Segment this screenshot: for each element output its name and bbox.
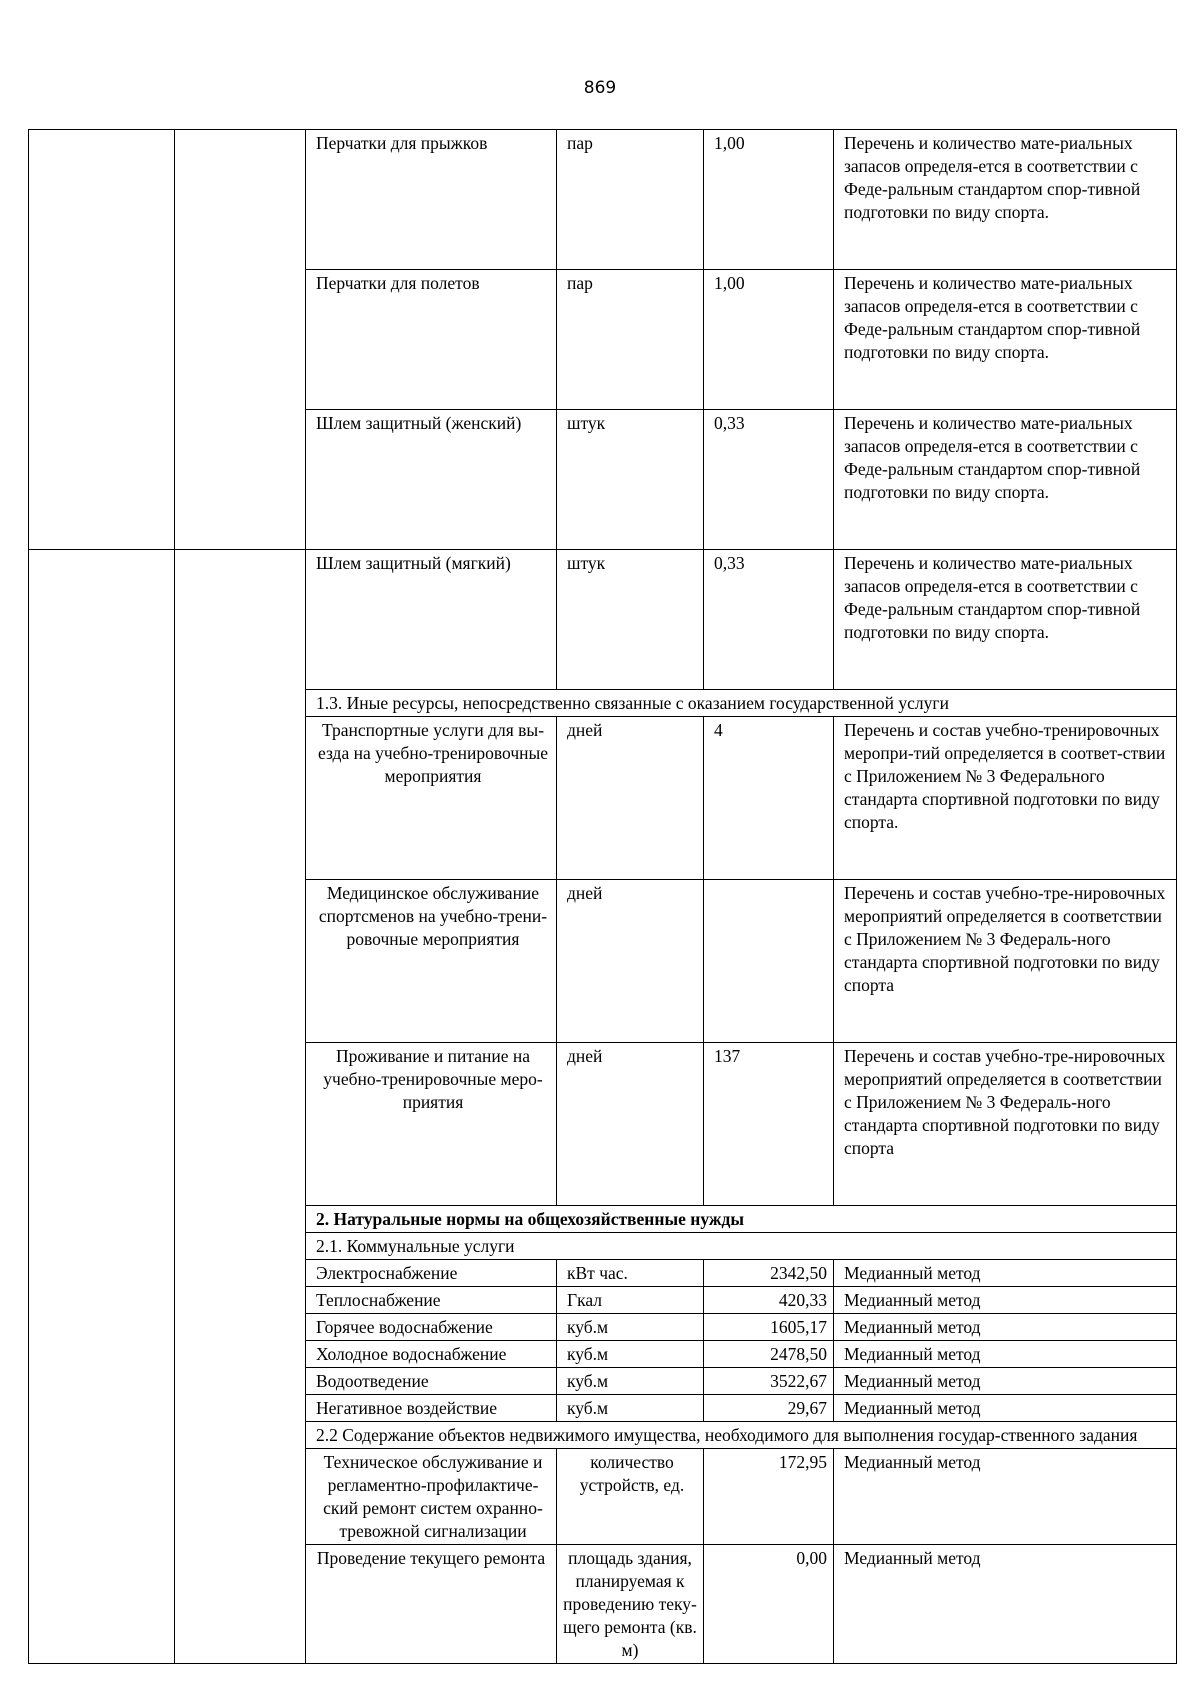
item-note: Перечень и количество мате-риальных запасов определя-ется в соответствии с Феде-ральным стандартом спор-тивной подготовки по виду спорта.: [834, 270, 1177, 410]
item-value: 1,00: [704, 270, 834, 410]
utility-value: 2478,50: [704, 1341, 834, 1368]
utility-value: 3522,67: [704, 1368, 834, 1395]
service-value: 4: [704, 717, 834, 880]
blank-cell: [175, 550, 306, 1664]
item-value: 0,33: [704, 550, 834, 690]
item-value: 1,00: [704, 130, 834, 270]
item-name: Шлем защитный (мягкий): [306, 550, 557, 690]
blank-cell: [29, 550, 175, 1664]
item-name: Перчатки для прыжков: [306, 130, 557, 270]
item-name: Шлем защитный (женский): [306, 410, 557, 550]
service-note: Перечень и состав учебно-тре-нировочных мероприятий определяется в соответствии с Приложением № 3 Федераль-ного стандарта спортивной подготовки по виду спорта: [834, 1043, 1177, 1206]
utility-unit: кВт час.: [557, 1260, 704, 1287]
utility-note: Медианный метод: [834, 1341, 1177, 1368]
utility-note: Медианный метод: [834, 1260, 1177, 1287]
blank-cell: [29, 130, 175, 550]
property-note: Медианный метод: [834, 1545, 1177, 1664]
item-unit: пар: [557, 130, 704, 270]
property-value: 172,95: [704, 1449, 834, 1545]
item-value: 0,33: [704, 410, 834, 550]
utility-name: Электроснабжение: [306, 1260, 557, 1287]
section-heading: 1.3. Иные ресурсы, непосредственно связанные с оказанием государственной услуги: [306, 690, 1177, 717]
property-value: 0,00: [704, 1545, 834, 1664]
utility-name: Водоотведение: [306, 1368, 557, 1395]
utility-note: Медианный метод: [834, 1395, 1177, 1422]
utility-unit: куб.м: [557, 1314, 704, 1341]
utility-name: Теплоснабжение: [306, 1287, 557, 1314]
utility-note: Медианный метод: [834, 1368, 1177, 1395]
item-note: Перечень и количество мате-риальных запасов определя-ется в соответствии с Феде-ральным стандартом спор-тивной подготовки по виду спорта.: [834, 130, 1177, 270]
property-unit: количество устройств, ед.: [557, 1449, 704, 1545]
item-unit: пар: [557, 270, 704, 410]
item-note: Перечень и количество мате-риальных запасов определя-ется в соответствии с Феде-ральным стандартом спор-тивной подготовки по виду спорта.: [834, 550, 1177, 690]
service-unit: дней: [557, 717, 704, 880]
service-name: Транспортные услуги для вы-езда на учебно-тренировочные мероприятия: [306, 717, 557, 880]
utility-note: Медианный метод: [834, 1287, 1177, 1314]
item-note: Перечень и количество мате-риальных запасов определя-ется в соответствии с Феде-ральным стандартом спор-тивной подготовки по виду спорта.: [834, 410, 1177, 550]
utility-name: Горячее водоснабжение: [306, 1314, 557, 1341]
service-note: Перечень и состав учебно-тре-нировочных мероприятий определяется в соответствии с Приложением № 3 Федераль-ного стандарта спортивной подготовки по виду спорта: [834, 880, 1177, 1043]
service-unit: дней: [557, 1043, 704, 1206]
utility-name: Холодное водоснабжение: [306, 1341, 557, 1368]
utility-value: 29,67: [704, 1395, 834, 1422]
property-name: Проведение текущего ремонта: [306, 1545, 557, 1664]
item-unit: штук: [557, 550, 704, 690]
item-name: Перчатки для полетов: [306, 270, 557, 410]
property-unit: площадь здания, планируемая к проведению теку-щего ремонта (кв. м): [557, 1545, 704, 1664]
utility-value: 2342,50: [704, 1260, 834, 1287]
service-unit: дней: [557, 880, 704, 1043]
table-row: [29, 550, 1177, 690]
norms-table: [28, 129, 1177, 1664]
blank-cell: [175, 130, 306, 550]
utility-value: 420,33: [704, 1287, 834, 1314]
service-value: 137: [704, 1043, 834, 1206]
utility-unit: куб.м: [557, 1341, 704, 1368]
service-name: Проживание и питание на учебно-тренировочные меро-приятия: [306, 1043, 557, 1206]
utility-unit: куб.м: [557, 1395, 704, 1422]
utility-unit: Гкал: [557, 1287, 704, 1314]
utility-unit: куб.м: [557, 1368, 704, 1395]
section-heading: 2. Натуральные нормы на общехозяйственные нужды: [306, 1206, 1177, 1233]
utility-value: 1605,17: [704, 1314, 834, 1341]
utility-name: Негативное воздействие: [306, 1395, 557, 1422]
utility-note: Медианный метод: [834, 1314, 1177, 1341]
service-note: Перечень и состав учебно-тренировочных меропри-тий определяется в соответ-ствии с Приложением № 3 Федерального стандарта спортивной подготовки по виду спорта.: [834, 717, 1177, 880]
page-number: 869: [583, 78, 617, 98]
property-name: Техническое обслуживание и регламентно-профилактиче-ский ремонт систем охранно-тревожной сигнализации: [306, 1449, 557, 1545]
table-row: [29, 130, 1177, 270]
service-value: [704, 880, 834, 1043]
property-note: Медианный метод: [834, 1449, 1177, 1545]
item-unit: штук: [557, 410, 704, 550]
section-heading: 2.1. Коммунальные услуги: [306, 1233, 1177, 1260]
service-name: Медицинское обслуживание спортсменов на учебно-трени-ровочные мероприятия: [306, 880, 557, 1043]
section-heading: 2.2 Содержание объектов недвижимого имущества, необходимого для выполнения государ-ственного задания: [306, 1422, 1177, 1449]
